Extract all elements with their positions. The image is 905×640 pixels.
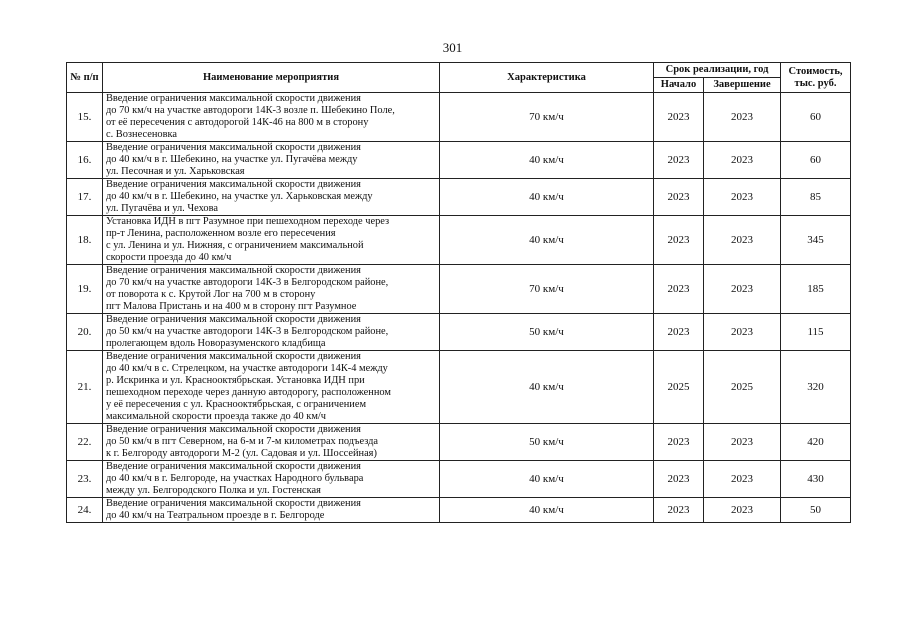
measure-name-line: Установка ИДН в пгт Разумное при пешеходном переходе через [106, 216, 390, 227]
start-year: 2023 [654, 179, 704, 216]
end-year: 2023 [704, 265, 781, 314]
measure-name-line: с. Вознесеновка [106, 129, 177, 140]
table-row [67, 424, 851, 461]
measure-name-line: максимальной скорости проезда также до 40 км/ч [106, 411, 327, 422]
measure-name-line: к г. Белгороду автодороги М-2 (ул. Садовая и ул. Шоссейная) [106, 448, 377, 459]
measure-name-line: от поворота к с. Крутой Лог на 700 м в сторону [106, 289, 316, 300]
characteristic: 50 км/ч [440, 314, 654, 351]
row-number: 22. [67, 424, 103, 461]
table-row [67, 351, 851, 424]
measure-name [103, 424, 440, 461]
row-number: 24. [67, 498, 103, 523]
start-year: 2023 [654, 265, 704, 314]
row-number: 17. [67, 179, 103, 216]
start-year: 2023 [654, 461, 704, 498]
end-year: 2023 [704, 498, 781, 523]
measure-name [103, 314, 440, 351]
measure-name-line: пролегающем вдоль Новоразуменского кладбища [106, 338, 326, 349]
header-end: Завершение [704, 78, 781, 93]
row-number: 21. [67, 351, 103, 424]
measure-name-line: ул. Пугачёва и ул. Чехова [106, 203, 218, 214]
row-number: 20. [67, 314, 103, 351]
header-characteristic: Характеристика [440, 63, 654, 93]
cost-value: 185 [781, 265, 851, 314]
row-number: 16. [67, 142, 103, 179]
end-year: 2023 [704, 179, 781, 216]
cost-value: 60 [781, 142, 851, 179]
measure-name-line: до 70 км/ч на участке автодороги 14К-3 возле п. Шебекино Поле, [106, 105, 395, 116]
measure-name-line: пгт Малова Пристань и на 400 м в сторону пгт Разумное [106, 301, 357, 312]
measure-name [103, 179, 440, 216]
table-row [67, 498, 851, 523]
measure-name-line: у её пересечения с ул. Краснооктябрьская, с ограничением [106, 399, 367, 410]
end-year: 2023 [704, 142, 781, 179]
start-year: 2023 [654, 216, 704, 265]
measure-name-line: Введение ограничения максимальной скорости движения [106, 424, 361, 435]
measure-name-line: ул. Песочная и ул. Харьковская [106, 166, 245, 177]
row-number: 23. [67, 461, 103, 498]
characteristic: 40 км/ч [440, 351, 654, 424]
header-cost: Стоимость, тыс. руб. [781, 63, 851, 93]
measures-table [66, 62, 851, 523]
row-number: 15. [67, 93, 103, 142]
characteristic: 40 км/ч [440, 179, 654, 216]
measure-name-line: Введение ограничения максимальной скорости движения [106, 498, 361, 509]
cost-value: 85 [781, 179, 851, 216]
cost-value: 320 [781, 351, 851, 424]
characteristic: 40 км/ч [440, 142, 654, 179]
measure-name-line: до 40 км/ч в с. Стрелецком, на участке автодороги 14К-4 между [106, 363, 388, 374]
cost-value: 420 [781, 424, 851, 461]
measure-name-line: Введение ограничения максимальной скорости движения [106, 351, 361, 362]
table-row [67, 314, 851, 351]
measure-name-line: до 50 км/ч в пгт Северном, на 6-м и 7-м километрах подъезда [106, 436, 379, 447]
cost-value: 60 [781, 93, 851, 142]
measure-name-line: между ул. Белгородского Полка и ул. Гостенская [106, 485, 321, 496]
measure-name [103, 142, 440, 179]
header-start: Начало [654, 78, 704, 93]
measure-name-line: Введение ограничения максимальной скорости движения [106, 265, 361, 276]
characteristic: 40 км/ч [440, 461, 654, 498]
measure-name [103, 498, 440, 523]
characteristic: 50 км/ч [440, 424, 654, 461]
end-year: 2023 [704, 216, 781, 265]
cost-value: 345 [781, 216, 851, 265]
start-year: 2023 [654, 314, 704, 351]
measure-name [103, 216, 440, 265]
characteristic: 70 км/ч [440, 93, 654, 142]
measure-name-line: до 40 км/ч на Театральном проезде в г. Белгороде [106, 510, 325, 521]
end-year: 2023 [704, 424, 781, 461]
end-year: 2023 [704, 93, 781, 142]
characteristic: 40 км/ч [440, 216, 654, 265]
end-year: 2025 [704, 351, 781, 424]
measure-name-line: скорости проезда до 40 км/ч [106, 252, 232, 263]
table-body [67, 93, 851, 523]
end-year: 2023 [704, 314, 781, 351]
table-row [67, 93, 851, 142]
measure-name-line: Введение ограничения максимальной скорости движения [106, 461, 361, 472]
measure-name [103, 461, 440, 498]
measure-name-line: до 40 км/ч в г. Белгороде, на участках Народного бульвара [106, 473, 364, 484]
row-number: 19. [67, 265, 103, 314]
measure-name [103, 351, 440, 424]
cost-value: 430 [781, 461, 851, 498]
measure-name-line: до 40 км/ч в г. Шебекино, на участке ул. Харьковская между [106, 191, 373, 202]
measure-name-line: Введение ограничения максимальной скорости движения [106, 142, 361, 153]
measure-name-line: Введение ограничения максимальной скорости движения [106, 179, 361, 190]
table-row [67, 142, 851, 179]
characteristic: 40 км/ч [440, 498, 654, 523]
measure-name-line: Введение ограничения максимальной скорости движения [106, 93, 361, 104]
header-name: Наименование мероприятия [103, 63, 440, 93]
table-row [67, 179, 851, 216]
measure-name-line: до 40 км/ч в г. Шебекино, на участке ул. Пугачёва между [106, 154, 358, 165]
start-year: 2023 [654, 498, 704, 523]
measure-name-line: до 50 км/ч на участке автодороги 14К-3 в Белгородском районе, [106, 326, 389, 337]
start-year: 2023 [654, 93, 704, 142]
page-number: 301 [442, 40, 463, 55]
cost-value: 50 [781, 498, 851, 523]
characteristic: 70 км/ч [440, 265, 654, 314]
row-number: 18. [67, 216, 103, 265]
table-row [67, 461, 851, 498]
measure-name-line: пр-т Ленина, расположенном возле его пересечения [106, 228, 336, 239]
header-period: Срок реализации, год [654, 63, 781, 78]
start-year: 2023 [654, 424, 704, 461]
start-year: 2025 [654, 351, 704, 424]
cost-value: 115 [781, 314, 851, 351]
table-row [67, 265, 851, 314]
start-year: 2023 [654, 142, 704, 179]
measure-name-line: с ул. Ленина и ул. Нижняя, с ограничением максимальной [106, 240, 364, 251]
end-year: 2023 [704, 461, 781, 498]
measure-name [103, 265, 440, 314]
measure-name-line: р. Искринка и ул. Краснооктябрьская. Установка ИДН при [106, 375, 365, 386]
measure-name [103, 93, 440, 142]
measure-name-line: Введение ограничения максимальной скорости движения [106, 314, 361, 325]
measure-name-line: до 70 км/ч на участке автодороги 14К-3 в Белгородском районе, [106, 277, 389, 288]
table-row [67, 216, 851, 265]
measure-name-line: от её пересечения с автодорогой 14К-46 на 800 м в сторону [106, 117, 369, 128]
measure-name-line: пешеходном переходе через данную автодорогу, расположенном [106, 387, 391, 398]
header-num: № п/п [67, 63, 103, 93]
